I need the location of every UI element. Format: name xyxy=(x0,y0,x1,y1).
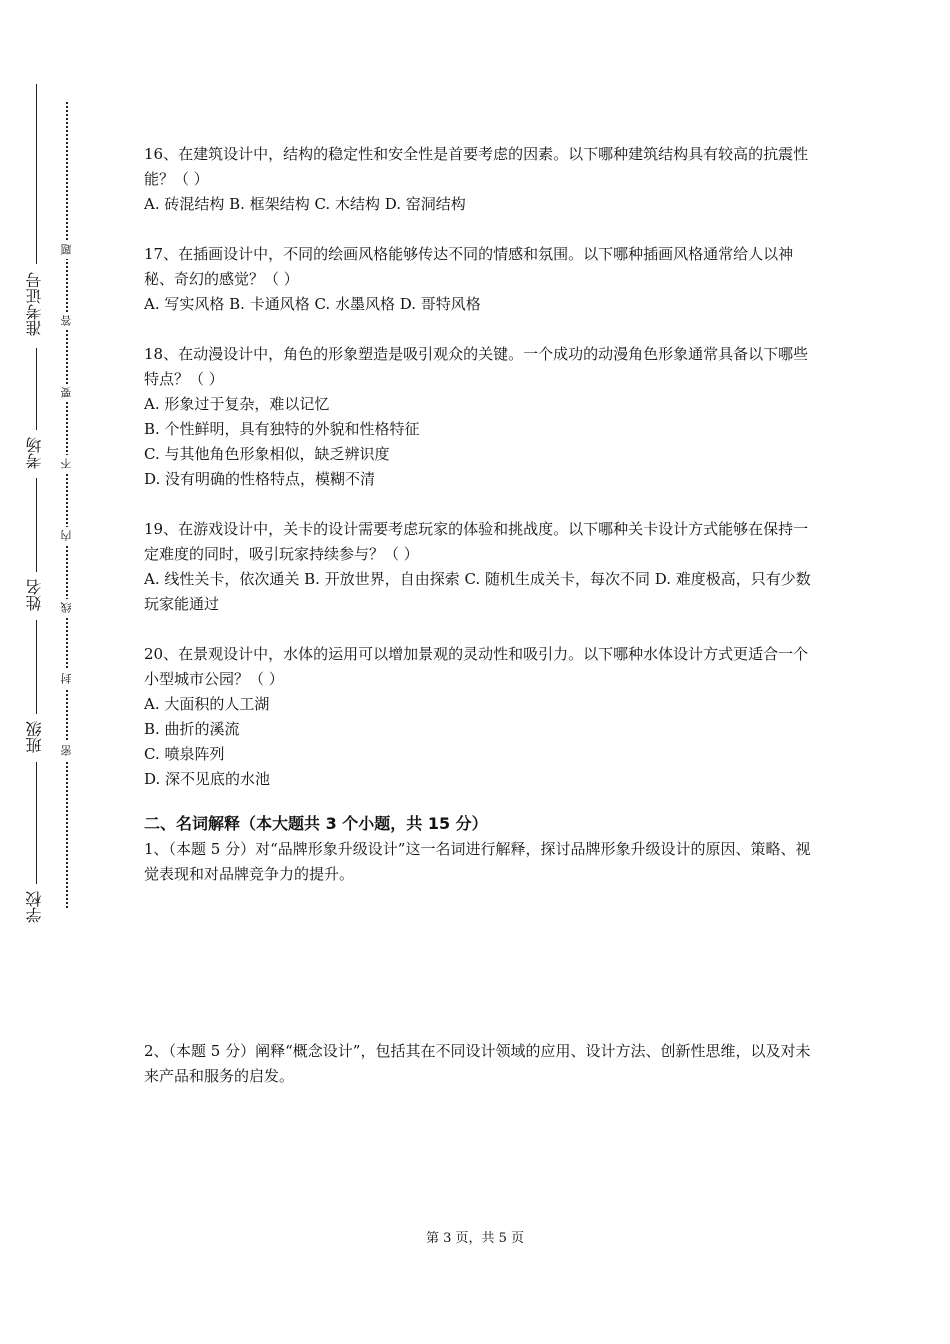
page-footer: 第 3 页，共 5 页 xyxy=(425,1231,525,1246)
seal-char: 答 xyxy=(58,312,76,330)
field-line xyxy=(36,478,37,572)
option-a: A. 形象过于复杂，难以记忆 xyxy=(144,395,330,413)
question-19 xyxy=(144,517,814,617)
question-text: 17、在插画设计中，不同的绘画风格能够传达不同的情感和氛围。以下哪种插画风格通常给人以神秘、奇幻的感觉？（ ） xyxy=(144,245,794,288)
question-options: A. 砖混结构 B. 框架结构 C. 木结构 D. 窑洞结构 xyxy=(144,195,466,213)
field-label-class: 班级 xyxy=(25,721,44,753)
binding-margin xyxy=(24,84,46,924)
question-options: A. 线性关卡，依次通关 B. 开放世界，自由探索 C. 随机生成关卡，每次不同 D. 难度极高，只有少数玩家能通过 xyxy=(144,570,811,613)
option-c: C. 喷泉阵列 xyxy=(144,745,225,763)
question-text: 19、在游戏设计中，关卡的设计需要考虑玩家的体验和挑战度。以下哪种关卡设计方式能够在保持一定难度的同时，吸引玩家持续参与？（ ） xyxy=(144,520,809,563)
question-text: 16、在建筑设计中，结构的稳定性和安全性是首要考虑的因素。以下哪种建筑结构具有较高的抗震性能？（ ） xyxy=(144,145,809,188)
seal-char: 封 xyxy=(58,670,76,688)
field-label-name: 姓名 xyxy=(25,579,44,611)
question-text: 20、在景观设计中，水体的运用可以增加景观的灵动性和吸引力。以下哪种水体设计方式更适合一个小型城市公园？（ ） xyxy=(144,645,809,688)
essay-question-1: 1、（本题 5 分）对“品牌形象升级设计”这一名词进行解释，探讨品牌形象升级设计的原因、策略、视觉表现和对品牌竞争力的提升。 xyxy=(144,840,811,883)
question-20 xyxy=(144,642,814,792)
option-c: C. 与其他角色形象相似，缺乏辨识度 xyxy=(144,445,390,463)
question-18 xyxy=(144,342,814,492)
question-options: A. 写实风格 B. 卡通风格 C. 水墨风格 D. 哥特风格 xyxy=(144,295,481,313)
seal-char: 不 xyxy=(58,455,76,473)
seal-dotted-line xyxy=(66,102,68,908)
field-label-school: 学校 xyxy=(25,891,44,923)
field-line xyxy=(36,84,37,264)
field-line xyxy=(36,762,37,884)
question-17 xyxy=(144,242,814,317)
option-a: A. 大面积的人工湖 xyxy=(144,695,270,713)
question-16 xyxy=(144,142,814,217)
option-d: D. 深不见底的水池 xyxy=(144,770,271,788)
field-line xyxy=(36,348,37,430)
seal-char: 要 xyxy=(58,384,76,402)
seal-char: 线 xyxy=(58,599,76,617)
question-text: 18、在动漫设计中，角色的形象塑造是吸引观众的关键。一个成功的动漫角色形象通常具备以下哪些特点？（ ） xyxy=(144,345,809,388)
exam-content xyxy=(144,142,814,1089)
section-title: 二、名词解释（本大题共 3 个小题，共 15 分） xyxy=(144,814,488,833)
field-label-exam-id: 准考证号 xyxy=(25,272,44,336)
option-d: D. 没有明确的性格特点，模糊不清 xyxy=(144,470,376,488)
option-b: B. 个性鲜明，具有独特的外貌和性格特征 xyxy=(144,420,420,438)
seal-char: 密 xyxy=(58,742,76,760)
seal-char: 内 xyxy=(58,527,76,545)
field-label-exam-room: 考场 xyxy=(25,437,44,469)
option-b: B. 曲折的溪流 xyxy=(144,720,240,738)
essay-question-2: 2、（本题 5 分）阐释“概念设计”，包括其在不同设计领域的应用、设计方法、创新性思维，以及对未来产品和服务的启发。 xyxy=(144,1042,811,1085)
seal-char: 题 xyxy=(58,241,76,259)
field-line xyxy=(36,620,37,714)
